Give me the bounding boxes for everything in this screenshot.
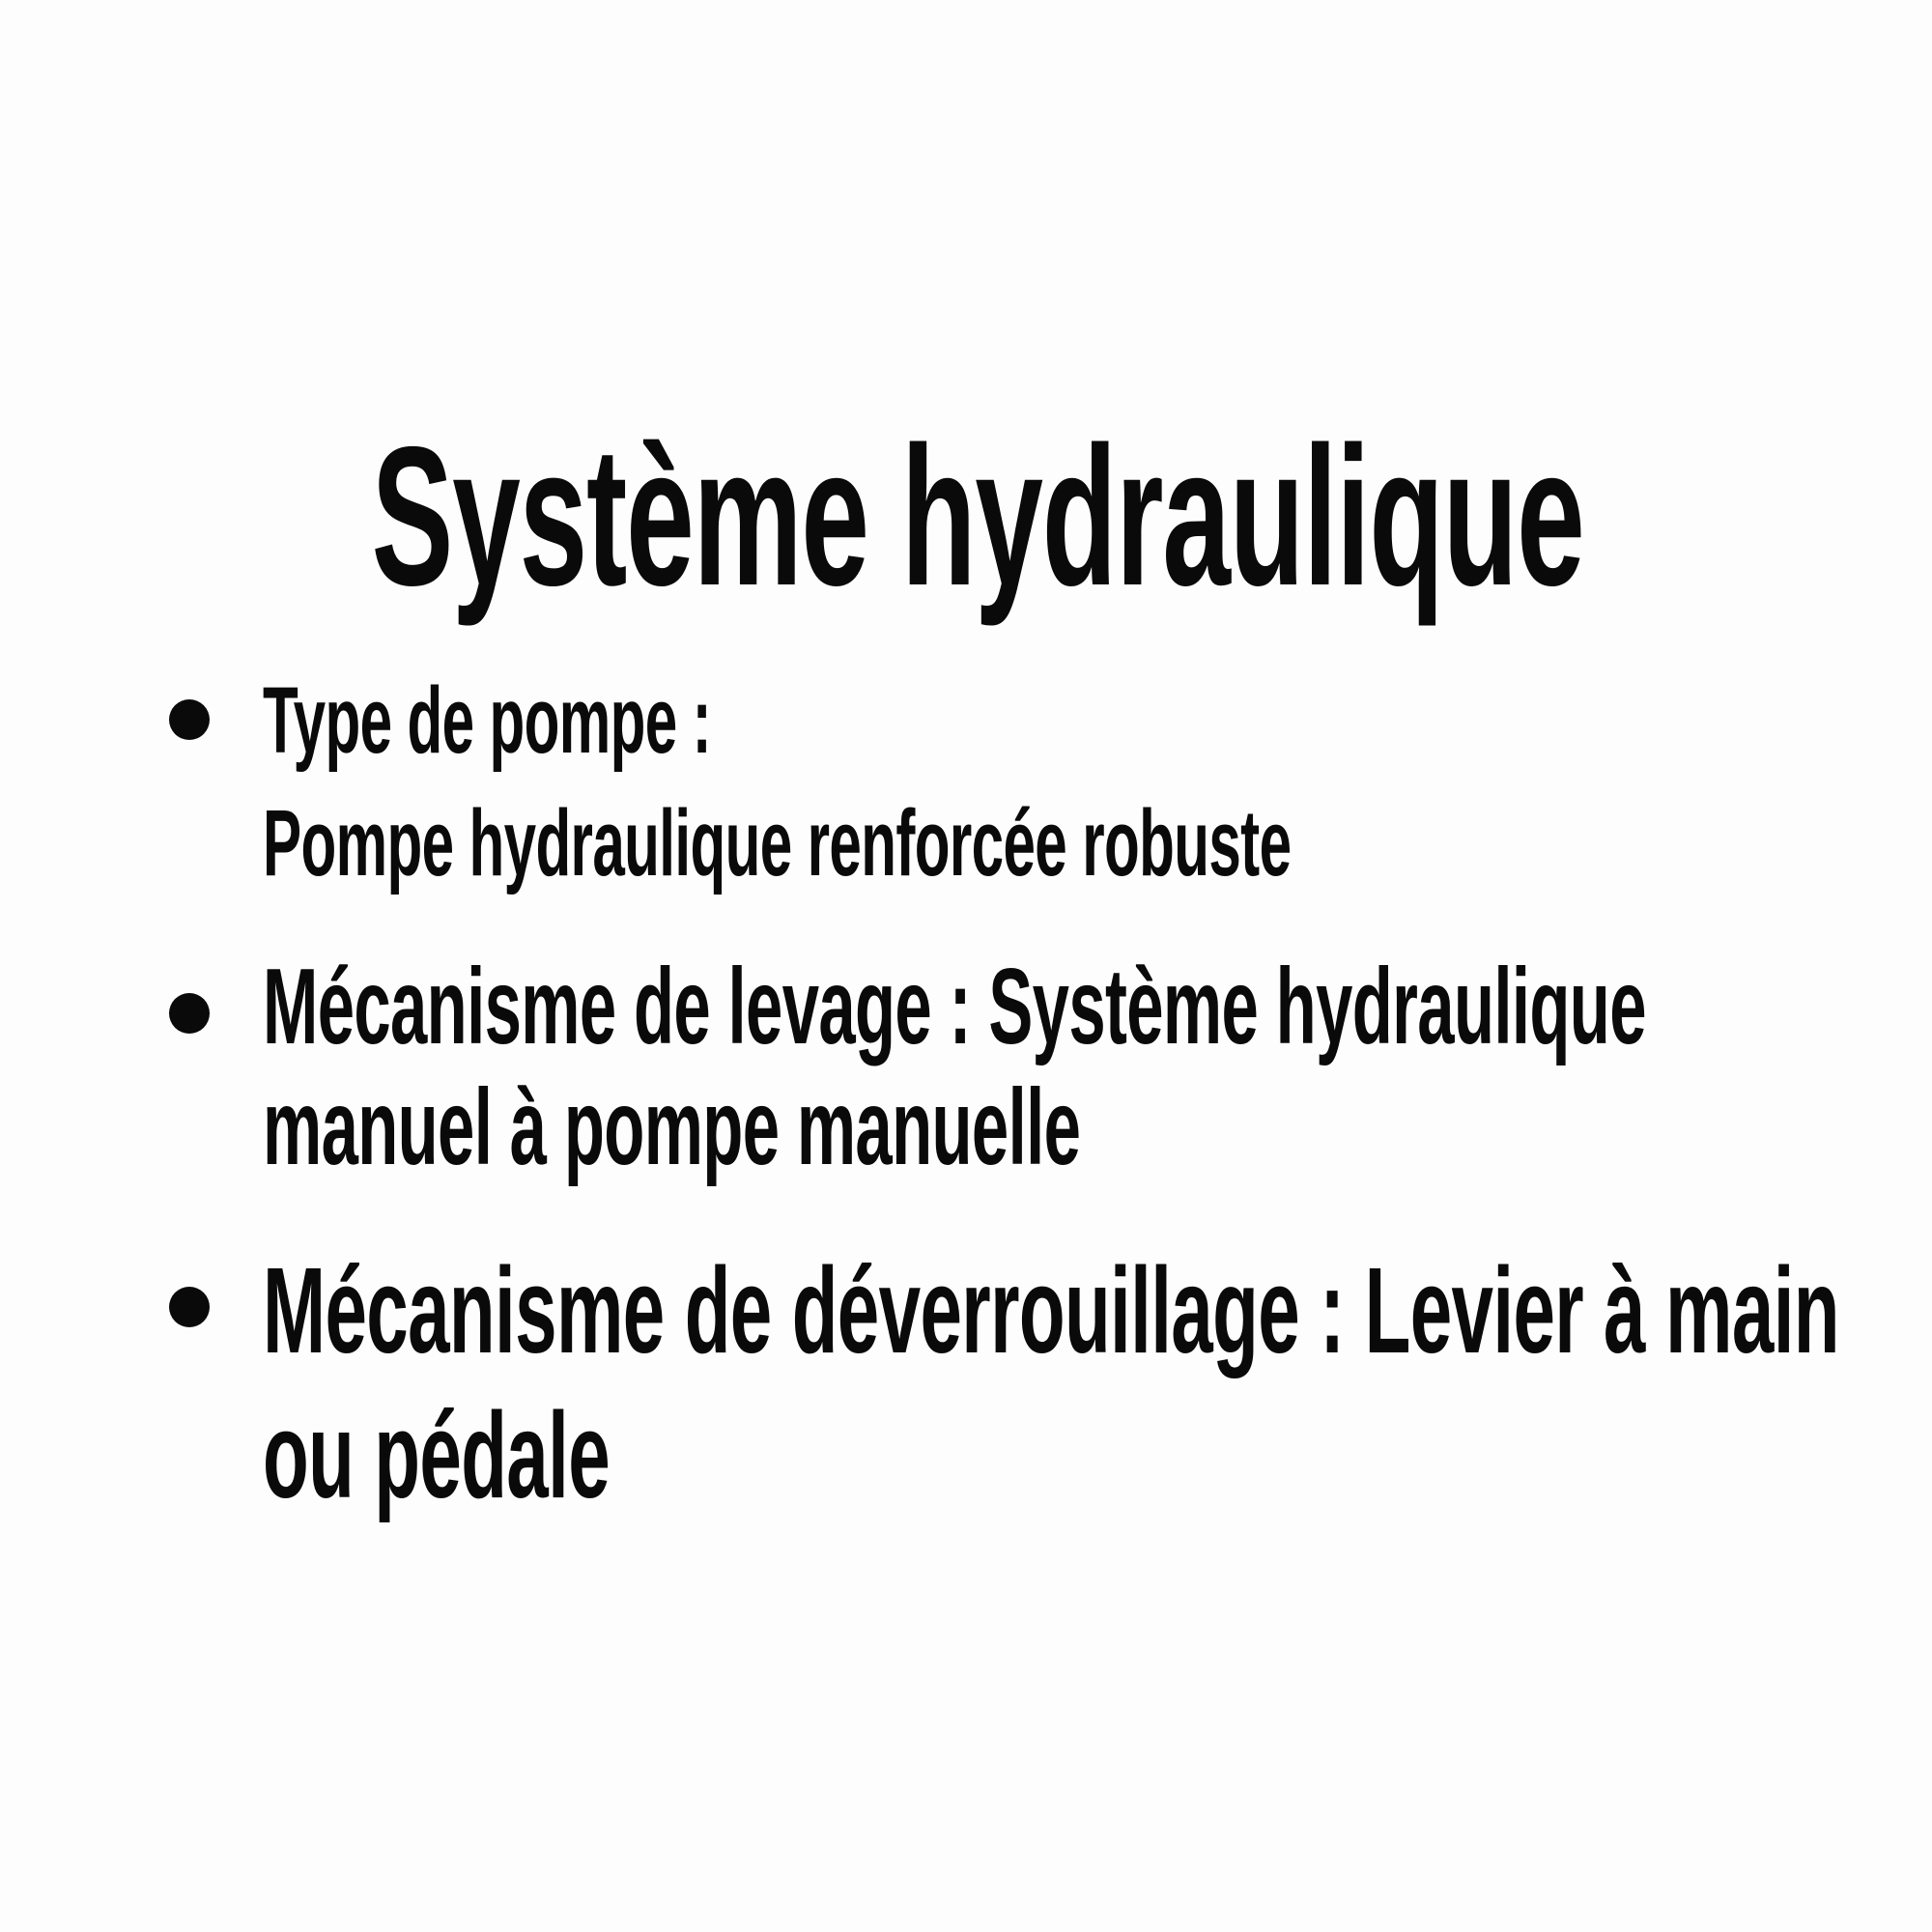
list-item-line: Mécanisme de levage : Système hydraulique (263, 947, 1646, 1066)
list-item-line: ou pédale (263, 1387, 611, 1523)
list-item-release-mechanism (263, 1238, 1932, 1528)
page-title: Système hydraulique (371, 406, 1584, 627)
list-item-line: Mécanisme de déverrouillage : Levier à main (263, 1242, 1839, 1378)
list-item-pump-type (263, 659, 1932, 904)
page-title-container (0, 406, 1932, 627)
list-item-line: manuel à pompe manuelle (263, 1067, 1081, 1187)
bullet-dot (169, 993, 210, 1034)
bullet-dot (169, 1287, 210, 1327)
list-item-lifting-mechanism (263, 947, 1932, 1188)
bullet-dot (169, 699, 210, 740)
list-item-line: Pompe hydraulique renforcée robuste (263, 790, 1292, 895)
list-item-line: Type de pompe : (263, 668, 712, 773)
